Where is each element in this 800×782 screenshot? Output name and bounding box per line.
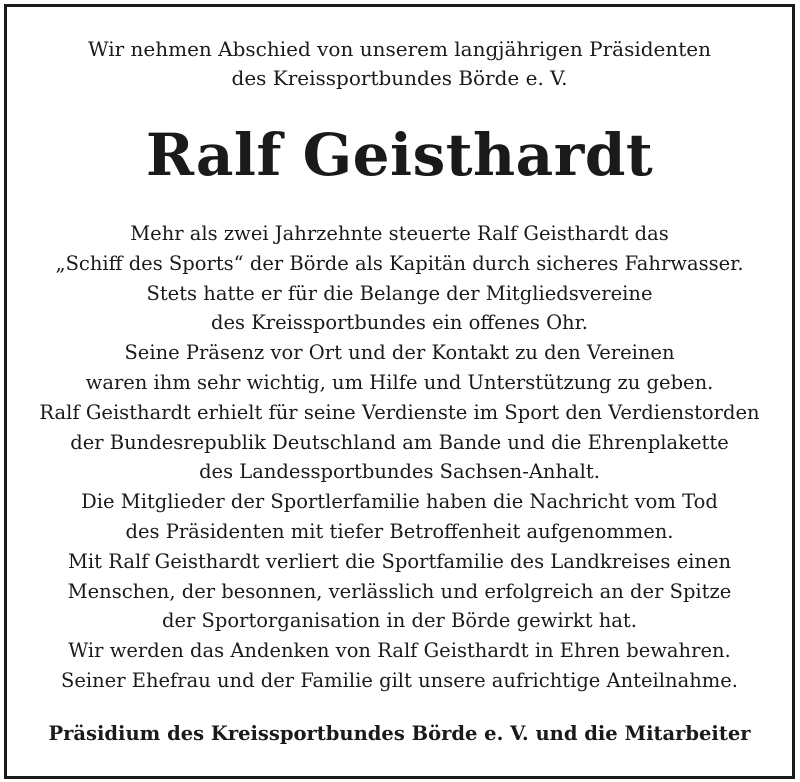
tribute-line: der Bundesrepublik Deutschland am Bande und die Ehrenplakette: [70, 430, 729, 454]
tribute-line: Seine Präsenz vor Ort und der Kontakt zu den Vereinen: [124, 341, 675, 365]
tribute-line: Menschen, der besonnen, verlässlich und erfolgreich an der Spitze: [67, 579, 732, 603]
tribute-line: Mit Ralf Geisthardt verliert die Sportfamilie des Landkreises einen: [67, 549, 732, 573]
tribute-line: des Präsidenten mit tiefer Betroffenheit aufgenommen.: [125, 519, 674, 543]
tribute-line: Mehr als zwei Jahrzehnte steuerte Ralf Geisthardt das: [130, 222, 669, 245]
tribute-line: Die Mitglieder der Sportlerfamilie haben die Nachricht vom Tod: [81, 490, 718, 514]
tribute-line: waren ihm sehr wichtig, um Hilfe und Unterstützung zu geben.: [85, 370, 714, 394]
obituary-notice-frame: [4, 4, 795, 779]
obituary-content: [7, 7, 792, 776]
intro-text: [7, 35, 792, 93]
intro-line-2: des Kreissportbundes Börde e. V.: [231, 66, 568, 90]
tribute-body-text: [7, 219, 792, 696]
tribute-line: „Schiff des Sports“ der Börde als Kapitän durch sicheres Fahrwasser.: [55, 251, 744, 275]
tribute-line: der Sportorganisation in der Börde gewirkt hat.: [162, 609, 637, 633]
intro-line-1: Wir nehmen Abschied von unserem langjährigen Präsidenten: [87, 37, 712, 61]
tribute-line: des Kreissportbundes ein offenes Ohr.: [210, 311, 588, 335]
signature-line: Präsidium des Kreissportbundes Börde e. V. und die Mitarbeiter: [48, 722, 751, 745]
deceased-name-heading: Ralf Geisthardt: [145, 121, 654, 189]
tribute-line: Seiner Ehefrau und der Familie gilt unsere aufrichtige Anteilnahme.: [60, 668, 739, 692]
tribute-line: Stets hatte er für die Belange der Mitgliedsvereine: [146, 281, 653, 305]
tribute-line: des Landessportbundes Sachsen-Anhalt.: [199, 460, 600, 484]
tribute-line: Wir werden das Andenken von Ralf Geisthardt in Ehren bewahren.: [68, 639, 731, 663]
tribute-line: Ralf Geisthardt erhielt für seine Verdienste im Sport den Verdienstorden: [39, 400, 760, 424]
